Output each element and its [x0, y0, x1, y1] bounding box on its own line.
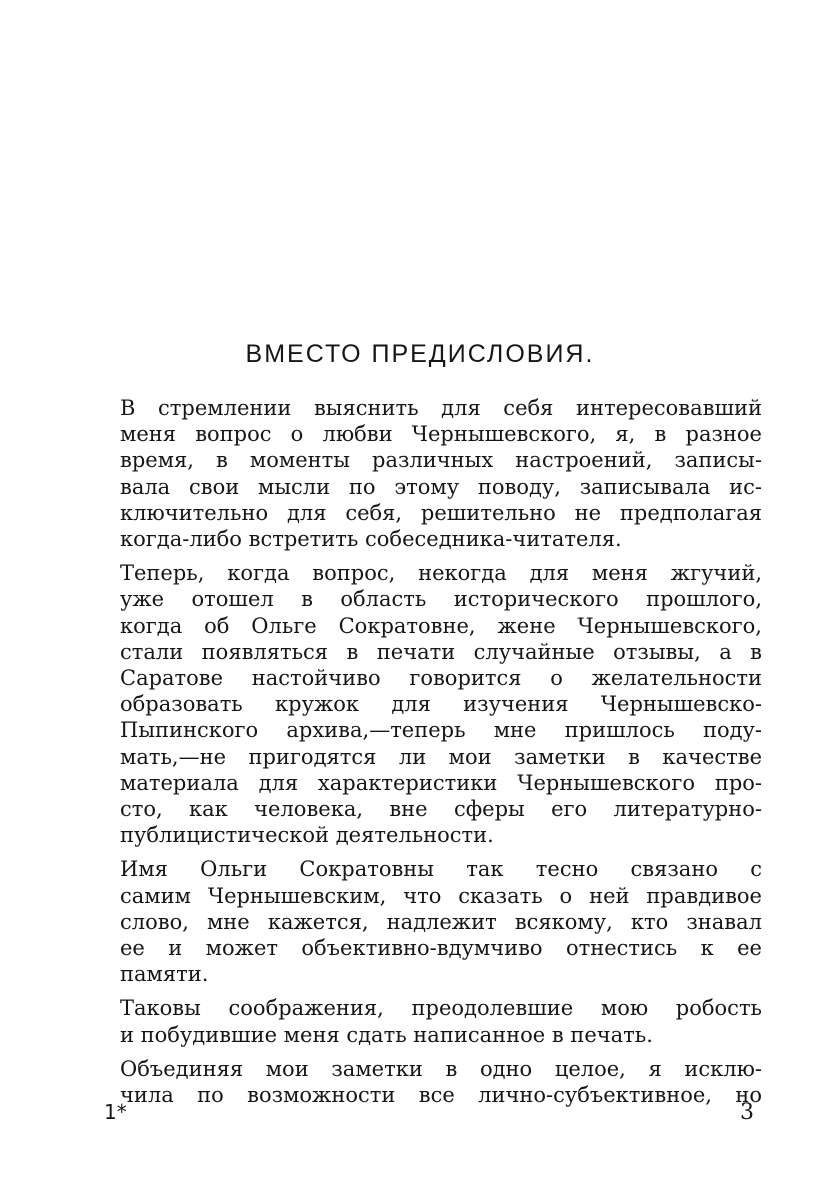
- signature-mark: 1*: [104, 1100, 127, 1124]
- text-line: Таковы соображения, преодолевшие мою робость: [120, 996, 762, 1021]
- text-line: Объединяя мои заметки в одно целое, я исклю-: [120, 1056, 762, 1081]
- text-line: материала для характеристики Чернышевского про-: [120, 770, 762, 795]
- text-line: самим Чернышевским, что сказать о ней правдивое: [120, 883, 762, 908]
- text-line: сто, как человека, вне сферы его литературно-: [120, 797, 762, 822]
- paragraph: [86, 1056, 762, 1108]
- paragraph: [86, 995, 762, 1047]
- text-line: уже отошел в область исторического прошлого,: [120, 587, 762, 612]
- text-line: Теперь, когда вопрос, некогда для меня жгучий,: [120, 561, 762, 586]
- text-line: образовать кружок для изучения Чернышевско-: [120, 692, 762, 717]
- paragraph: [86, 856, 762, 987]
- text-line: ключительно для себя, решительно не предполагая: [120, 500, 762, 525]
- body-text: [86, 395, 762, 1116]
- text-line: Пыпинского архива,—теперь мне пришлось поду-: [120, 718, 762, 743]
- text-line: время, в моменты различных настроений, записы-: [120, 448, 762, 473]
- text-line: ее и может объективно-вдумчиво отнестись к ее: [120, 936, 762, 961]
- text-line: когда-либо встретить собеседника-читателя.: [120, 527, 622, 552]
- text-line: памяти.: [120, 962, 209, 987]
- paragraph: [86, 560, 762, 848]
- text-line: слово, мне кажется, надлежит всякому, кто знавал: [120, 909, 762, 934]
- text-line: когда об Ольге Сократовне, жене Чернышевского,: [120, 613, 762, 638]
- text-line: вала свои мысли по этому поводу, записывала ис-: [120, 474, 762, 499]
- page-number: 3: [740, 1100, 754, 1125]
- text-line: публицистической деятельности.: [120, 823, 494, 848]
- text-line: мать,—не пригодятся ли мои заметки в качестве: [120, 744, 762, 769]
- chapter-heading: ВМЕСТО ПРЕДИСЛОВИЯ.: [245, 340, 595, 368]
- text-line: Саратове настойчиво говорится о желательности: [120, 666, 762, 691]
- text-line: чила по возможности все лично-субъективное, но: [120, 1083, 762, 1108]
- text-line: меня вопрос о любви Чернышевского, я, в разное: [120, 422, 762, 447]
- text-line: и побудившие меня сдать написанное в печать.: [120, 1022, 653, 1047]
- text-line: Имя Ольги Сократовны так тесно связано с: [120, 857, 762, 882]
- paragraph: [86, 395, 762, 552]
- text-line: стали появляться в печати случайные отзывы, а в: [120, 639, 762, 664]
- text-line: В стремлении выяснить для себя интересовавший: [120, 396, 762, 420]
